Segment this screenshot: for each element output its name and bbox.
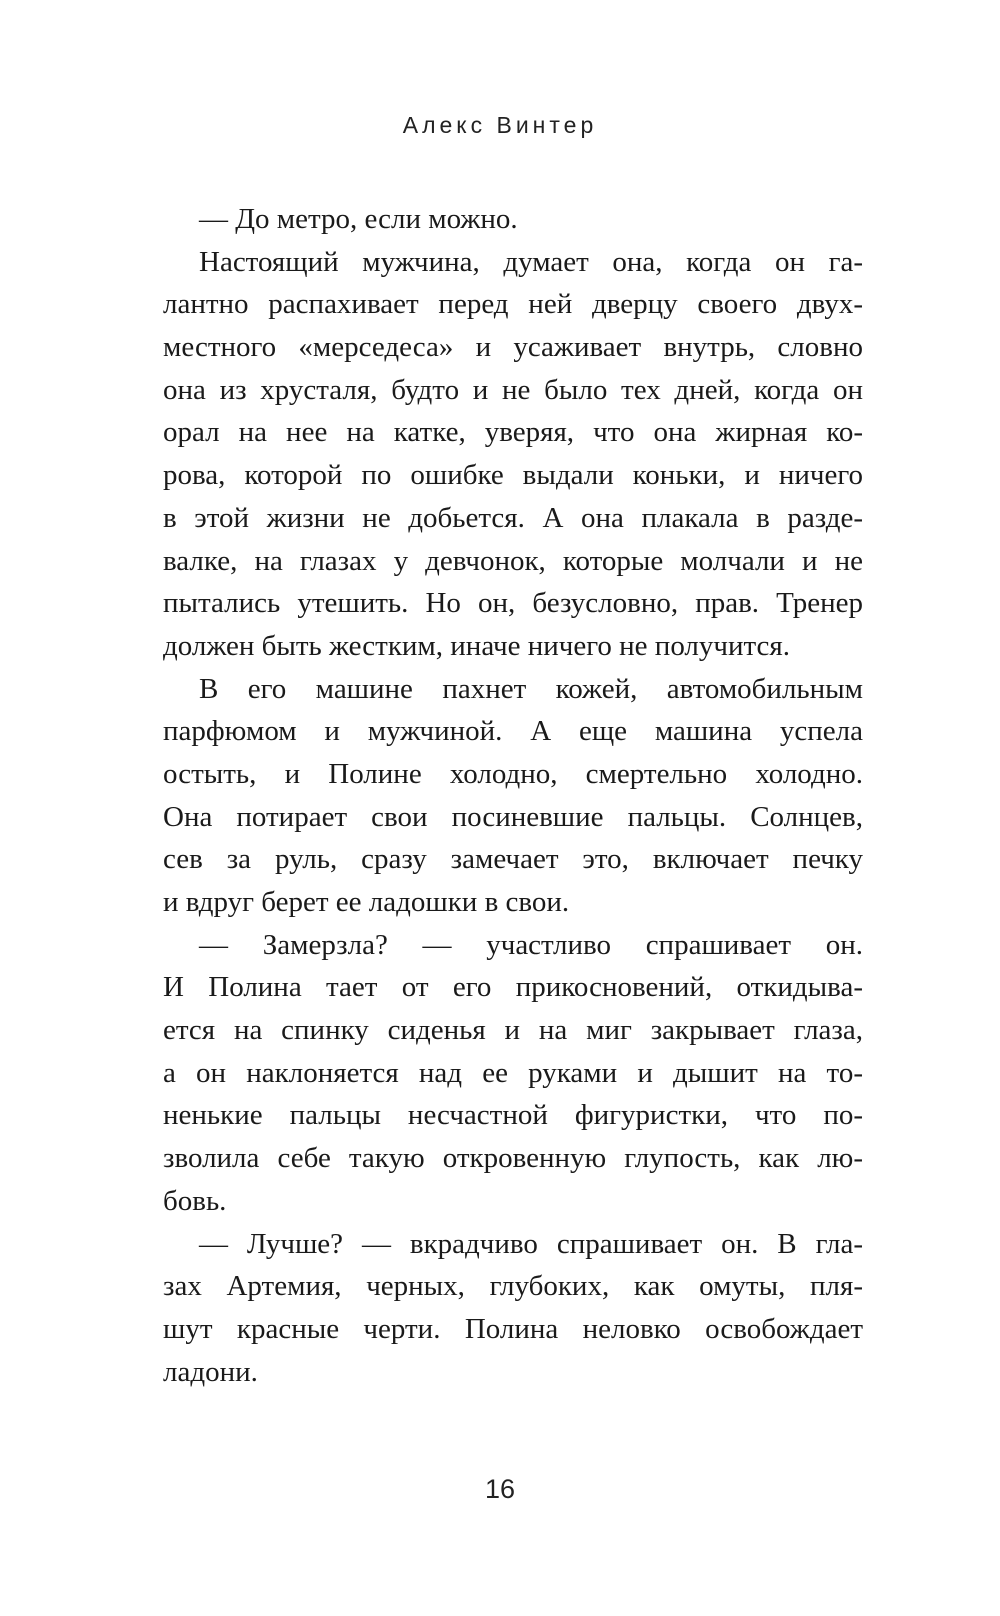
text-line: местного «мерседеса» и усаживает внутрь, словно	[163, 331, 863, 364]
text-line: ладони.	[163, 1355, 258, 1388]
text-line: орал на нее на катке, уверяя, что она жирная ко-	[163, 416, 863, 449]
text-line: — Лучше? — вкрадчиво спрашивает он. В гла-	[199, 1227, 863, 1260]
text-line: ется на спинку сиденья и на миг закрывает глаза,	[163, 1014, 863, 1047]
text-line: она из хрусталя, будто и не было тех дней, когда он	[163, 373, 863, 406]
text-line: И Полина тает от его прикосновений, откидыва-	[163, 971, 863, 1004]
page-number: 16	[484, 1474, 516, 1504]
text-line: рова, которой по ошибке выдали коньки, и ничего	[163, 459, 863, 492]
text-line: должен быть жестким, иначе ничего не получится.	[163, 629, 790, 662]
text-line: парфюмом и мужчиной. А еще машина успела	[163, 715, 863, 748]
text-line: ненькие пальцы несчастной фигуристки, что по-	[163, 1099, 863, 1132]
text-line: — До метро, если можно.	[199, 203, 518, 235]
text-line: и вдруг берет ее ладошки в свои.	[163, 886, 570, 918]
text-line: бовь.	[163, 1184, 227, 1217]
text-line: пытались утешить. Но он, безусловно, прав. Тренер	[163, 587, 863, 620]
text-line: остыть, и Полине холодно, смертельно холодно.	[163, 757, 863, 790]
text-line: в этой жизни не добьется. А она плакала в разде-	[163, 501, 863, 534]
text-line: зволила себе такую откровенную глупость, как лю-	[163, 1142, 863, 1175]
text-line: Она потирает свои посиневшие пальцы. Солнцев,	[163, 800, 863, 833]
text-line: шут красные черти. Полина неловко освобождает	[163, 1312, 863, 1345]
text-line: а он наклоняется над ее руками и дышит на то-	[163, 1056, 863, 1089]
running-head-author: Алекс Винтер	[402, 112, 598, 138]
text-line: лантно распахивает перед ней дверцу своего двух-	[163, 288, 863, 321]
text-line: Настоящий мужчина, думает она, когда он га-	[199, 245, 863, 278]
text-line: В его машине пахнет кожей, автомобильным	[199, 672, 863, 705]
text-line: зах Артемия, черных, глубоких, как омуты, пля-	[163, 1270, 863, 1303]
body-text	[163, 198, 863, 1393]
text-line: — Замерзла? — участливо спрашивает он.	[199, 928, 863, 961]
text-line: сев за руль, сразу замечает это, включает печку	[163, 843, 863, 876]
text-line: валке, на глазах у девчонок, которые молчали и не	[163, 544, 863, 577]
